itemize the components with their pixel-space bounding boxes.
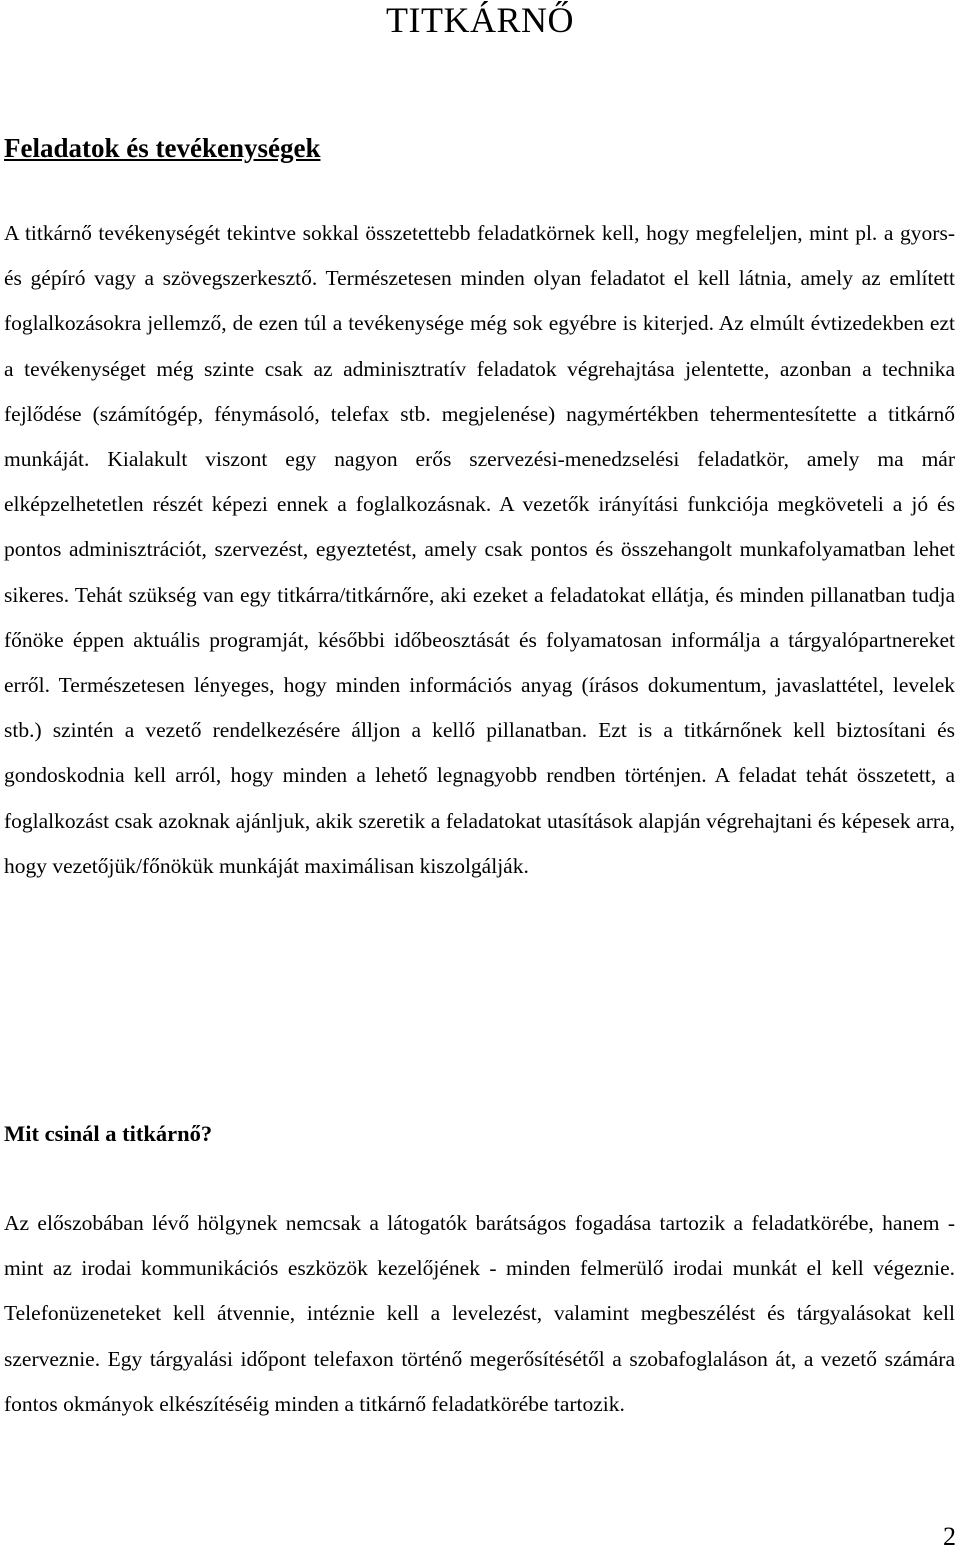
section-heading-what-does-secretary-do: Mit csinál a titkárnő? — [4, 1121, 213, 1146]
section-paragraph-what-does-secretary-do: Az előszobában lévő hölgynek nemcsak a látogatók barátságos fogadása tartozik a feladatkörébe, hanem - mint az irodai kommunikációs eszközök kezelőjének - minden felmerülő irodai munkát el kell végeznie. Telefonüzeneteket kell átvennie, intéznie kell a levelezést, valamint megbeszélést és tárgyalásokat kell szerveznie. Egy tárgyalási időpont telefaxon történő megerősítésétől a szobafoglaláson át, a vezető számára fontos okmányok elkészítéséig minden a titkárnő feladatkörébe tartozik. — [4, 1211, 955, 1416]
page-number: 2 — [943, 1522, 956, 1551]
document-title: TITKÁRNŐ — [386, 0, 574, 40]
section-paragraph-tasks: A titkárnő tevékenységét tekintve sokkal összetettebb feladatkörnek kell, hogy megfeleljen, mint pl. a gyors- és gépíró vagy a szövegszerkesztő. Természetesen minden olyan feladatot el kell látnia, amely az említett foglalkozásokra jellemző, de ezen túl a tevékenysége még sok egyébre is kiterjed. Az elmúlt évtizedekben ezt a tevékenységet még szinte csak az adminisztratív feladatok végrehajtása jelentette, azonban a technika fejlődése (számítógép, fénymásoló, telefax stb. megjelenése) nagymértékben tehermentesítette a titkárnő munkáját. Kialakult viszont egy nagyon erős szervezési-menedzselési feladatkör, amely ma már elképzelhetetlen részét képezi ennek a foglalkozásnak. A vezetők irányítási funkciója megköveteli a jó és pontos adminisztrációt, szervezést, egyeztetést, amely csak pontos és összehangolt munkafolyamatban lehet sikeres. Tehát szükség van egy titkárra/titkárnőre, aki ezeket a feladatokat ellátja, és minden pillanatban tudja főnöke éppen aktuális programját, későbbi időbeosztását és folyamatosan informálja a tárgyalópartnereket erről. Természetesen lényeges, hogy minden információs anyag (írásos dokumentum, javaslattétel, levelek stb.) szintén a vezető rendelkezésére álljon a kellő pillanatban. Ezt is a titkárnőnek kell biztosítani és gondoskodnia kell arról, hogy minden a lehető legnagyobb rendben történjen. A feladat tehát összetett, a foglalkozást csak azoknak ajánljuk, akik szeretik a feladatokat utasítások alapján végrehajtani és képesek arra, hogy vezetőjük/főnökük munkáját maximálisan kiszolgálják. — [4, 221, 955, 878]
section-heading-tasks: Feladatok és tevékenységek — [4, 133, 321, 163]
